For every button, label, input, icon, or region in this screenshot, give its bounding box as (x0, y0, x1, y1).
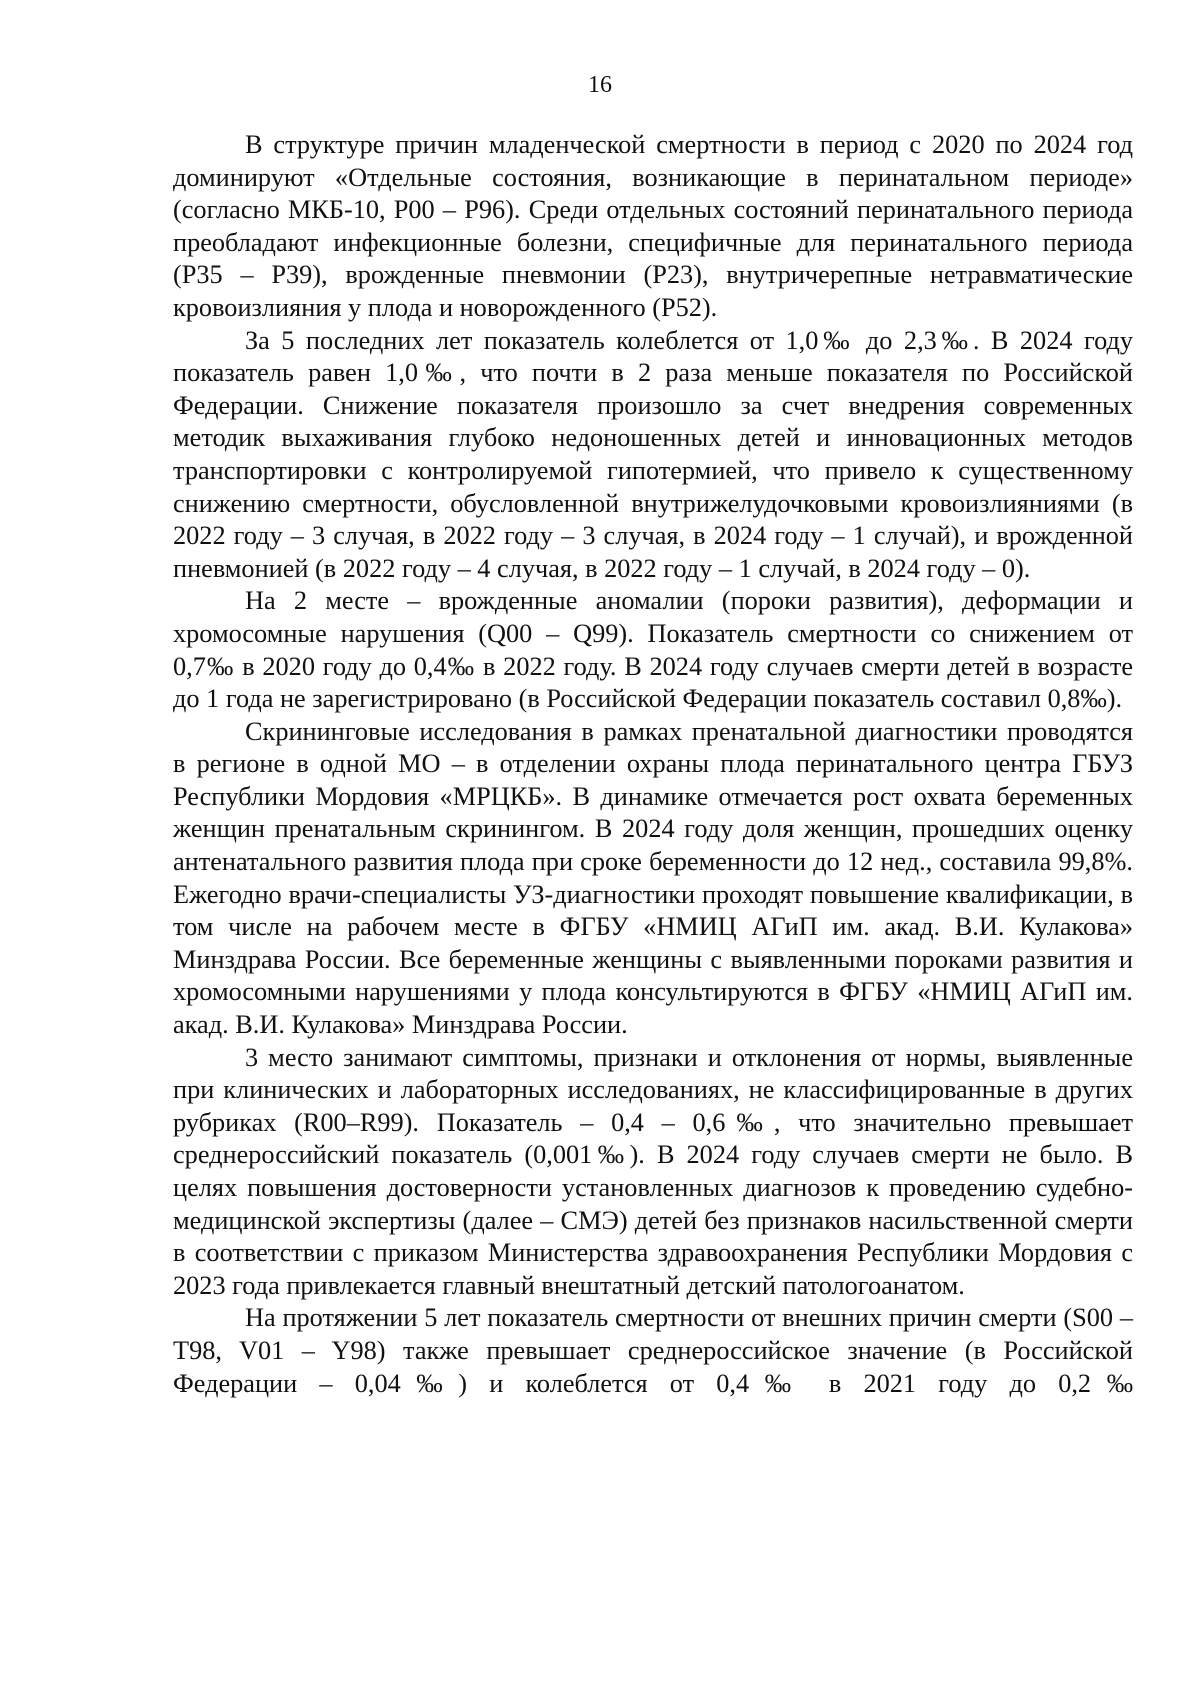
paragraph-congenital-anomalies: На 2 месте – врожденные аномалии (пороки развития), деформации и хромосомные нарушения (Q00 – Q99). Показатель смертности со снижением от 0,7‰ в 2020 году до 0,4‰ в 2022 году. В 2024 году случаев смерти детей в возрасте до 1 года не зарегистрировано (в Российской Федерации показатель составил 0,8‰). (173, 586, 1133, 714)
paragraph-screening: Скрининговые исследования в рамках пренатальной диагностики проводятся в регионе в одной МО – в отделении охраны плода перинатального центра ГБУЗ Республики Мордовия «МРЦКБ». В динамике отмечается рост охвата беременных женщин пренатальным скринингом. В 2024 году доля женщин, прошедших оценку антенатального развития плода при сроке беременности до 12 нед., составила 99,8%. Ежегодно врачи-специалисты УЗ-диагностики проходят повышение квалификации, в том числе на рабочем месте в ФГБУ «НМИЦ АГиП им. акад. В.И. Кулакова» Минздрава России. Все беременные женщины с выявленными пороками развития и хромосомными нарушениями у плода консультируются в ФГБУ «НМИЦ АГиП им. акад. В.И. Кулакова» Минздрава России. (173, 716, 1133, 1040)
paragraph-external-causes: На протяжении 5 лет показатель смертности от внешних причин смерти (S00 – T98, V01 – Y98) также превышает среднероссийское значение (в Российской Федерации – 0,04‰) и колеблется от 0,4‰ в 2021 году до 0,2‰ (173, 1303, 1133, 1398)
page-number: 16 (588, 72, 612, 98)
paragraph-five-year-indicator: За 5 последних лет показатель колеблется от 1,0‰ до 2,3‰. В 2024 году показатель равен 1,0‰, что почти в 2 раза меньше показателя по Российской Федерации. Снижение показателя произошло за счет внедрения современных методик выхаживания глубоко недоношенных детей и инновационных методов транспортировки с контролируемой гипотермией, что привело к существенному снижению смертности, обусловленной внутрижелудочковыми кровоизлияниями (в 2022 году – 3 случая, в 2022 году – 3 случая, в 2024 году – 1 случай), и врожденной пневмонией (в 2022 году – 4 случая, в 2022 году – 1 случай, в 2024 году – 0). (173, 325, 1133, 583)
paragraph-symptoms-third-place: 3 место занимают симптомы, признаки и отклонения от нормы, выявленные при клинических и лабораторных исследованиях, не классифицированные в других рубриках (R00–R99). Показатель – 0,4 – 0,6‰, что значительно превышает среднероссийский показатель (0,001‰). В 2024 году случаев смерти не было. В целях повышения достоверности установленных диагнозов к проведению судебно-медицинской экспертизы (далее – СМЭ) детей без признаков насильственной смерти в соответствии с приказом Министерства здравоохранения Республики Мордовия с 2023 года привлекается главный внештатный детский патологоанатом. (173, 1042, 1133, 1300)
document-body (173, 129, 1133, 1400)
paragraph-perinatal-causes: В структуре причин младенческой смертности в период с 2020 по 2024 год доминируют «Отдельные состояния, возникающие в перинатальном периоде» (согласно МКБ-10, Р00 – Р96). Среди отдельных состояний перинатального периода преобладают инфекционные болезни, специфичные для перинатального периода (Р35 – Р39), врожденные пневмонии (Р23), внутричерепные нетравматические кровоизлияния у плода и новорожденного (Р52). (173, 130, 1133, 322)
